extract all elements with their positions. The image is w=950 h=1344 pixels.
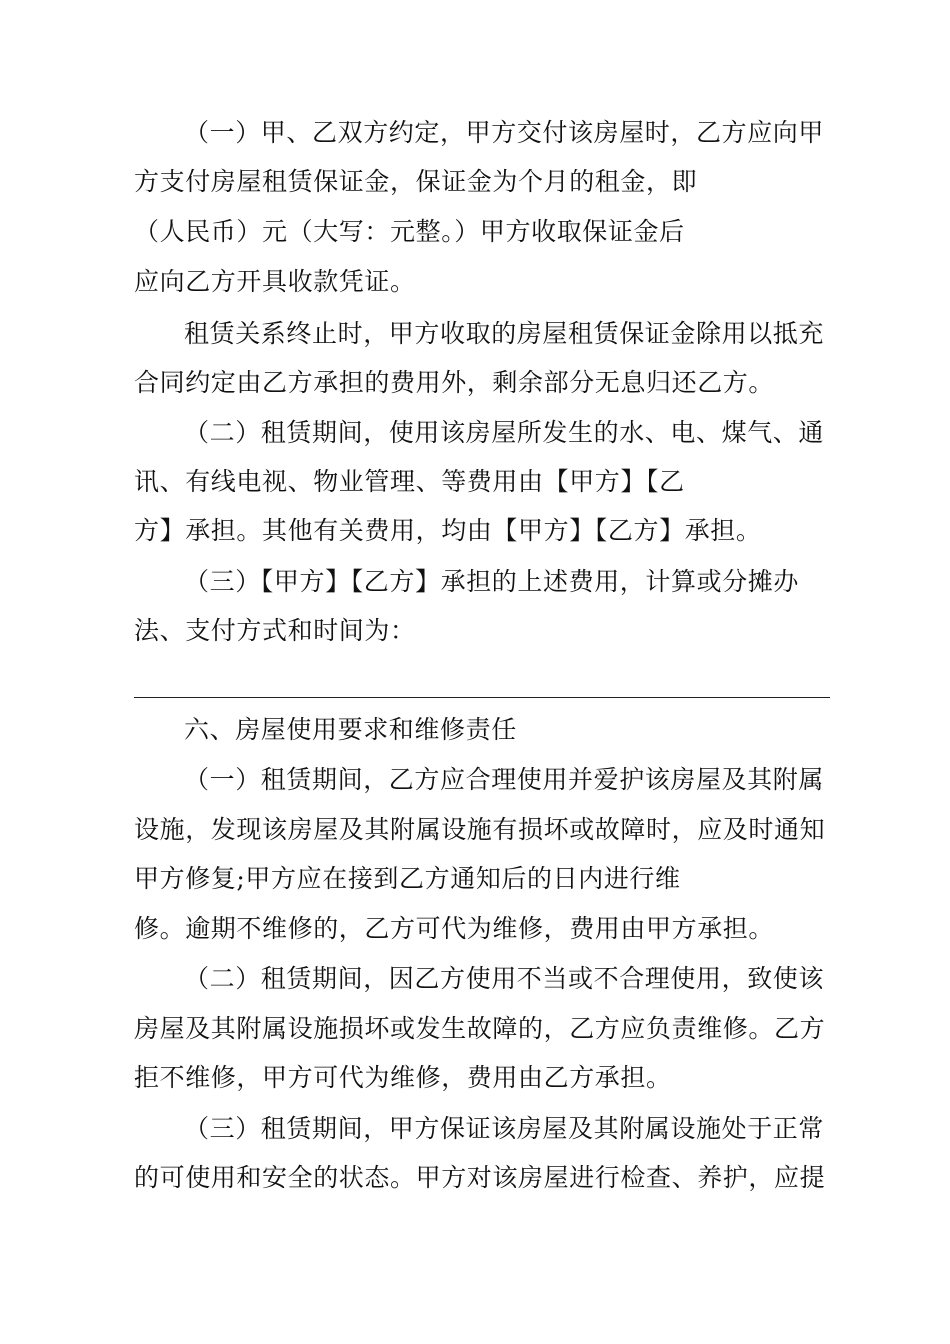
paragraph-line: （三）【甲方】【乙方】承担的上述费用，计算或分摊办: [184, 567, 800, 596]
paragraph-line: （一）甲、乙双方约定，甲方交付该房屋时，乙方应向甲: [184, 118, 825, 147]
paragraph-line: 修。逾期不维修的，乙方可代为维修，费用由甲方承担。: [134, 914, 775, 943]
paragraph-line: 租赁关系终止时，甲方收取的房屋租赁保证金除用以抵充: [184, 319, 825, 348]
paragraph-line: 房屋及其附属设施损坏或发生故障的，乙方应负责维修。乙方: [134, 1014, 826, 1043]
paragraph-line: 甲方修复;甲方应在接到乙方通知后的日内进行维: [134, 864, 681, 893]
fill-in-rule: [134, 697, 830, 698]
paragraph-line: （一）租赁期间，乙方应合理使用并爱护该房屋及其附属: [184, 765, 825, 794]
paragraph-line: 法、支付方式和时间为：: [134, 616, 416, 645]
paragraph-line: 方支付房屋租赁保证金，保证金为个月的租金，即: [134, 167, 698, 196]
paragraph-line: 方】承担。其他有关费用，均由【甲方】【乙方】承担。: [134, 516, 762, 545]
section-heading: 六、房屋使用要求和维修责任: [184, 715, 517, 744]
paragraph-line: （人民币）元（大写：元整。）甲方收取保证金后: [134, 217, 685, 246]
paragraph-line: 讯、有线电视、物业管理、等费用由【甲方】【乙: [134, 467, 685, 496]
paragraph-line: 拒不维修，甲方可代为维修，费用由乙方承担。: [134, 1063, 672, 1092]
paragraph-line: （二）租赁期间，使用该房屋所发生的水、电、煤气、通: [184, 418, 825, 447]
paragraph-line: （三）租赁期间，甲方保证该房屋及其附属设施处于正常: [184, 1114, 825, 1143]
paragraph-line: 应向乙方开具收款凭证。: [134, 267, 416, 296]
paragraph-line: 设施，发现该房屋及其附属设施有损坏或故障时，应及时通知: [134, 815, 826, 844]
paragraph-line: （二）租赁期间，因乙方使用不当或不合理使用，致使该: [184, 964, 825, 993]
paragraph-line: 合同约定由乙方承担的费用外，剩余部分无息归还乙方。: [134, 368, 775, 397]
paragraph-line: 的可使用和安全的状态。甲方对该房屋进行检查、养护，应提: [134, 1163, 826, 1192]
